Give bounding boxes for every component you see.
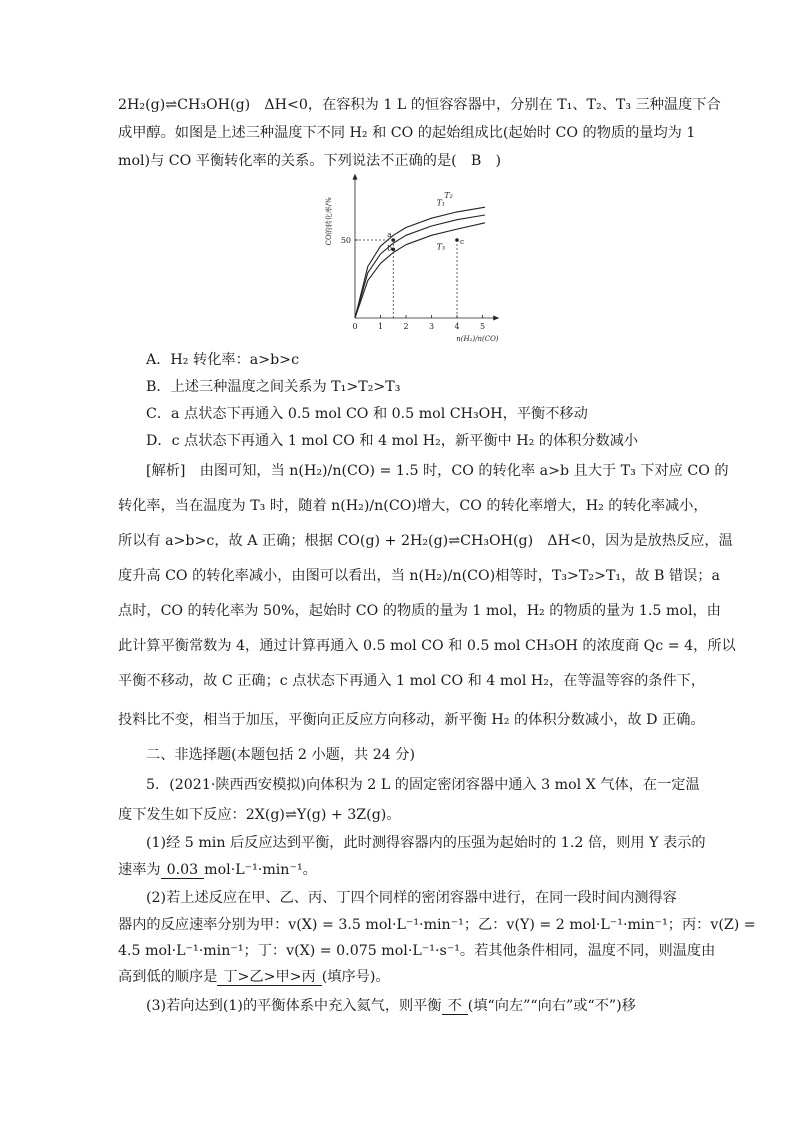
x-tick-label: 3: [428, 322, 435, 331]
q5-part1-prefix: 速率为: [118, 862, 161, 878]
y-axis-arrow: [353, 174, 358, 180]
point-c: [455, 238, 459, 242]
q5-part2-line: (2)若上述反应在甲、乙、丙、丁四个同样的密闭容器中进行，在同一段时间内测得容: [146, 890, 677, 906]
point-a: [391, 238, 395, 242]
q5-part1-line: (1)经 5 min 后反应达到平衡，此时测得容器内的压强为起始时的 1.2 倍，则用 Y 表示的: [146, 835, 706, 851]
q5-part1-suffix: mol·L⁻¹·min⁻¹。: [204, 862, 317, 878]
x-tick-label: 5: [479, 322, 486, 331]
x-tick-label: 2: [403, 322, 409, 331]
question4-line: 成甲醇。如图是上述三种温度下不同 H₂ 和 CO 的起始组成比(起始时 CO 的物质的量均为 1: [118, 125, 696, 141]
q5-part3-prefix: (3)若向达到(1)的平衡体系中充入氦气，则平衡: [146, 998, 442, 1014]
option-c: C．a 点状态下再通入 0.5 mol CO 和 0.5 mol CH₃OH，平衡不移动: [146, 406, 588, 422]
series-line-3: [355, 223, 485, 318]
option-b: B．上述三种温度之间关系为 T₁>T₂>T₃: [146, 379, 401, 395]
analysis-line: 所以有 a>b>c，故 A 正确；根据 CO(g) + 2H₂(g)⇌CH₃OH(g) ΔH<0，因为是放热反应，温: [118, 533, 733, 549]
q5-part3-answer: 不: [442, 998, 468, 1015]
analysis-line: [解析] 由图可知，当 n(H₂)/n(CO) = 1.5 时，CO 的转化率 a>b 且大于 T₃ 下对应 CO 的: [146, 463, 729, 479]
x-axis-arrow: [493, 316, 499, 321]
series-line-2: [355, 215, 485, 318]
q5-part1-answer: 0.03: [161, 862, 205, 879]
question4-line: mol)与 CO 平衡转化率的关系。下列说法不正确的是( B ): [118, 153, 502, 169]
question5-line: 5．(2021·陕西西安模拟)向体积为 2 L 的固定密闭容器中通入 3 mol X 气体，在一定温: [146, 777, 700, 793]
x-axis-label: n(H₂)/n(CO): [456, 335, 499, 343]
section-heading: 二、非选择题(本题包括 2 小题，共 24 分): [146, 747, 416, 763]
q5-part3-line: [146, 996, 678, 1016]
option-a: A．H₂ 转化率：a>b>c: [146, 352, 300, 368]
analysis-line: 平衡不移动，故 C 正确；c 点状态下再通入 1 mol CO 和 4 mol H₂，在等温等容的条件下，: [118, 673, 706, 689]
q5-part2-suffix: (填序号)。: [321, 969, 390, 985]
analysis-line: 转化率，当在温度为 T₃ 时，随着 n(H₂)/n(CO)增大，CO 的转化率增大，H₂ 的转化率减小，: [118, 498, 708, 514]
analysis-line: 度升高 CO 的转化率减小，由图可以看出，当 n(H₂)/n(CO)相等时，T₃>T₂>T₁，故 B 错误；a: [118, 568, 720, 584]
y-tick-label: 50: [340, 236, 351, 245]
q5-part2-line: 4.5 mol·L⁻¹·min⁻¹；丁：v(X) = 0.075 mol·L⁻¹·s⁻¹。若其他条件相同，温度不同，则温度由: [118, 943, 716, 959]
analysis-line: 点时，CO 的转化率为 50%，起始时 CO 的物质的量为 1 mol，H₂ 的物质的量为 1.5 mol，由: [118, 603, 721, 619]
q5-part2-prefix: 高到低的顺序是: [118, 969, 218, 985]
x-tick-label: 1: [377, 322, 384, 331]
point-label-c: c: [460, 237, 465, 246]
q5-part3-suffix: (填“向左”“向右”或“不”)移: [467, 998, 636, 1014]
q5-part2-line: 器内的反应速率分别为甲：v(X) = 3.5 mol·L⁻¹·min⁻¹；乙：v(Y) = 2 mol·L⁻¹·min⁻¹；丙：v(Z) =: [118, 917, 756, 933]
series-label-1: T₁: [436, 198, 446, 208]
x-tick-label: 0: [352, 322, 358, 331]
y-axis-label: CO的转化率/%: [325, 197, 333, 246]
question5-line: 度下发生如下反应：2X(g)⇌Y(g) + 3Z(g)。: [118, 807, 401, 823]
q5-part1-answer-line: [118, 860, 678, 880]
point-label-b: b: [387, 243, 393, 253]
option-d: D．c 点状态下再通入 1 mol CO 和 4 mol H₂，新平衡中 H₂ 的体积分数减小: [146, 433, 639, 449]
q5-part2-answer: 丁>乙>甲>丙: [217, 969, 321, 986]
point-label-a: a: [387, 230, 392, 239]
q5-part2-answer-line: [118, 967, 678, 987]
co-conversion-chart: [318, 160, 518, 350]
analysis-line: 此计算平衡常数为 4，通过计算再通入 0.5 mol CO 和 0.5 mol CH₃OH 的浓度商 Qc = 4，所以: [118, 638, 736, 654]
question4-line: 2H₂(g)⇌CH₃OH(g) ΔH<0，在容积为 1 L 的恒容容器中，分别在 T₁、T₂、T₃ 三种温度下合: [118, 97, 721, 113]
series-label-3: T₃: [436, 242, 446, 252]
analysis-line: 投料比不变，相当于加压，平衡向正反应方向移动，新平衡 H₂ 的体积分数减小，故 D 正确。: [118, 712, 705, 728]
x-tick-label: 4: [454, 322, 460, 331]
series-label-2: T₂: [444, 190, 453, 200]
